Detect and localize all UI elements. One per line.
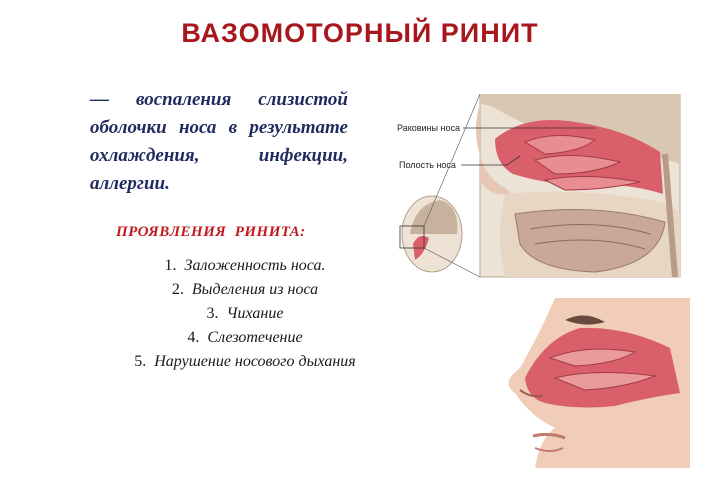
list-item: 1. Заложенность носа. <box>164 257 326 274</box>
symptoms-list <box>80 254 410 374</box>
nose-profile-illustration <box>495 298 690 468</box>
list-item: 4. Слезотечение <box>187 329 303 346</box>
nasal-cavity-diagram <box>395 94 685 279</box>
definition-text: — воспаления слизистой оболочки носа в результате охлаждения, инфекции, аллергии. <box>90 89 348 194</box>
slide-title: ВАЗОМОТОРНЫЙ РИНИТ <box>181 18 539 48</box>
label-conchae: Раковины носа <box>397 123 460 133</box>
manifestations-heading: ПРОЯВЛЕНИЯ РИНИТА: <box>116 224 306 240</box>
list-item: 5. Нарушение носового дыхания <box>134 353 356 370</box>
list-item: 2. Выделения из носа <box>171 281 319 298</box>
list-item: 3. Чихание <box>206 305 284 322</box>
label-nasal-cavity: Полость носа <box>399 160 456 170</box>
head-thumbnail <box>400 94 480 277</box>
